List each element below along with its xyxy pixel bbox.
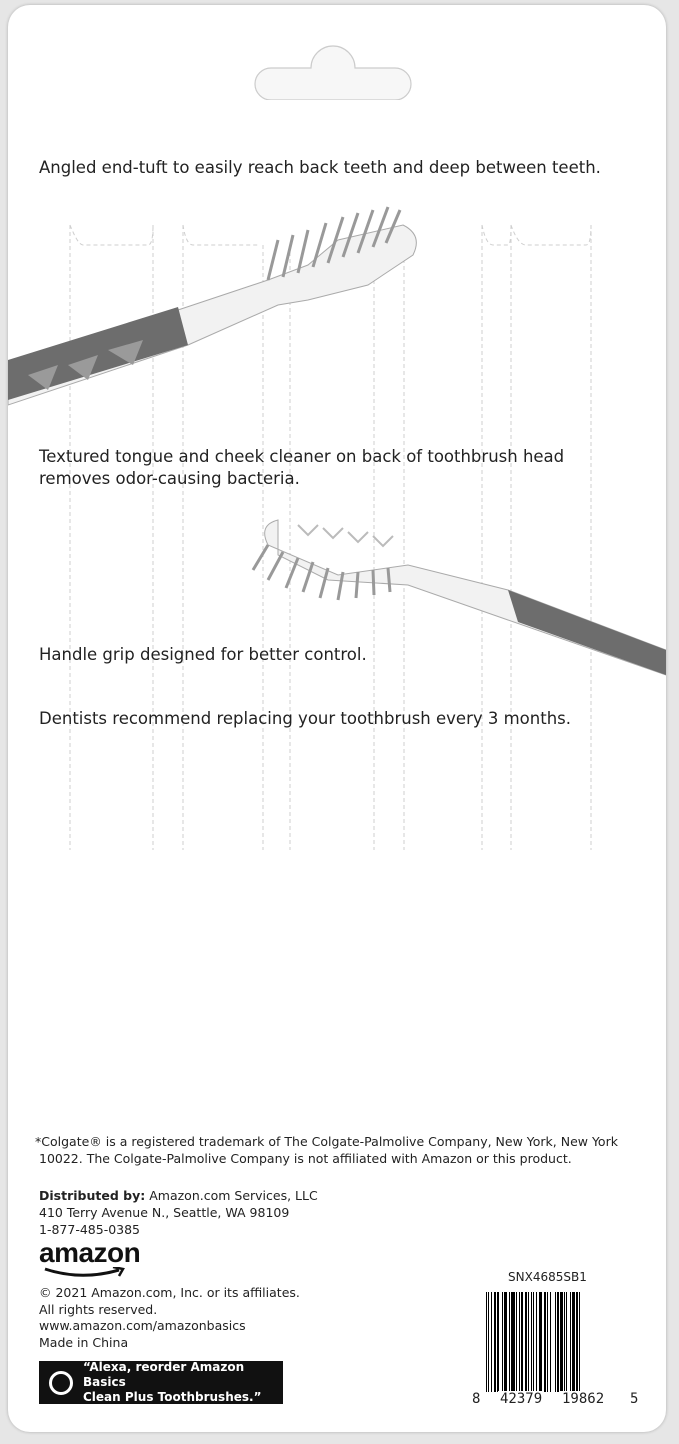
trademark-line-2: 10022. The Colgate-Palmolive Company is not affiliated with Amazon or this product. bbox=[39, 1151, 572, 1166]
barcode-bars bbox=[486, 1292, 626, 1392]
barcode-right-digits: 19862 bbox=[562, 1391, 605, 1407]
package-back bbox=[8, 5, 666, 1432]
amazon-logo-text: amazon bbox=[39, 1237, 141, 1268]
barcode-first-digit: 8 bbox=[472, 1391, 481, 1407]
feature-tongue-cleaner bbox=[39, 446, 599, 490]
website-url: www.amazon.com/amazonbasics bbox=[39, 1318, 246, 1333]
distributor-phone: 1-877-485-0385 bbox=[39, 1222, 141, 1237]
feature-handle-grip: Handle grip designed for better control. bbox=[39, 645, 367, 664]
alexa-line-1: “Alexa, reorder Amazon Basics bbox=[83, 1360, 245, 1389]
feature-tongue-cleaner-text: Textured tongue and cheek cleaner on back of toothbrush head removes odor-causing bacteria. bbox=[39, 447, 565, 488]
amazon-smile-icon bbox=[41, 1267, 131, 1279]
amazon-logo bbox=[39, 1237, 149, 1281]
trademark-line-1: *Colgate® is a registered trademark of The Colgate-Palmolive Company, New York, New York bbox=[35, 1134, 618, 1149]
barcode-left-digits: 42379 bbox=[500, 1391, 543, 1407]
sku-code: SNX4685SB1 bbox=[508, 1270, 587, 1284]
alexa-reorder-badge bbox=[39, 1361, 283, 1404]
rights-line: All rights reserved. bbox=[39, 1301, 158, 1317]
barcode-check-digit: 5 bbox=[630, 1391, 639, 1407]
distributor-name: Amazon.com Services, LLC bbox=[149, 1188, 318, 1203]
alexa-icon bbox=[49, 1371, 73, 1395]
barcode bbox=[472, 1290, 639, 1414]
toothbrush-front-image bbox=[8, 195, 428, 410]
feature-replace-advice: Dentists recommend replacing your toothbrush every 3 months. bbox=[39, 709, 572, 728]
barcode-space bbox=[580, 1292, 581, 1392]
copyright-info bbox=[39, 1285, 300, 1351]
feature-end-tuft: Angled end-tuft to easily reach back teeth and deep between teeth. bbox=[39, 158, 601, 177]
copyright-line: © 2021 Amazon.com, Inc. or its affiliates. bbox=[39, 1285, 300, 1300]
distributor-info bbox=[39, 1187, 318, 1238]
alexa-line-2: Clean Plus Toothbrushes.” bbox=[83, 1390, 262, 1404]
trademark-notice bbox=[35, 1133, 618, 1167]
origin-line: Made in China bbox=[39, 1334, 129, 1350]
distributor-address: 410 Terry Avenue N., Seattle, WA 98109 bbox=[39, 1205, 290, 1220]
distributor-label: Distributed by: bbox=[39, 1188, 146, 1203]
